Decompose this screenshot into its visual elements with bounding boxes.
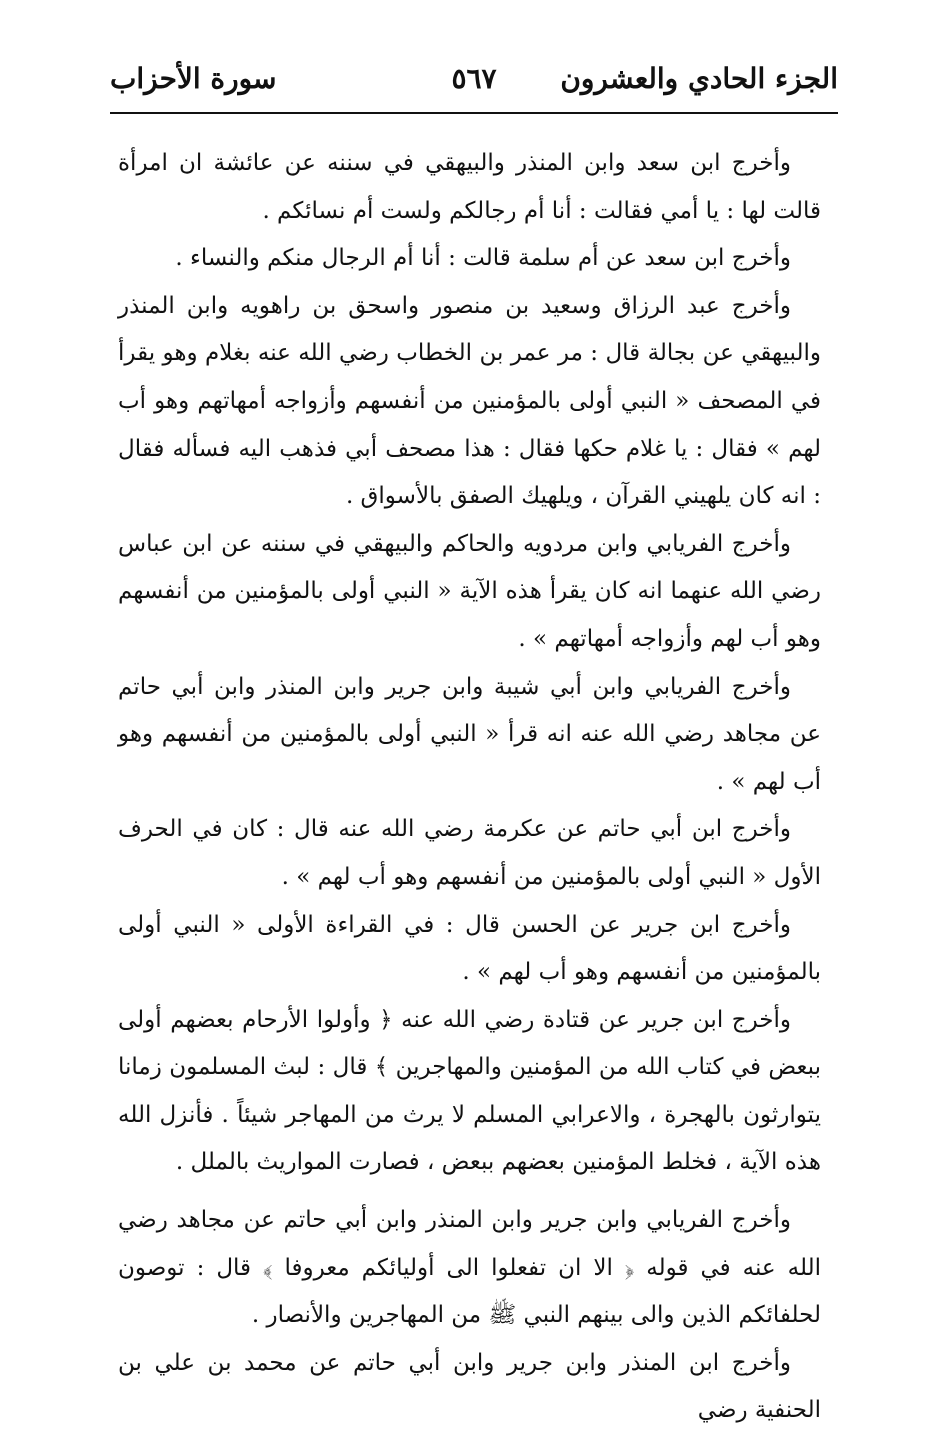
page-body — [118, 140, 821, 1435]
paragraph: وأخرج ابن جرير عن الحسن قال : في القراءة الأولى « النبي أولى بالمؤمنين من أنفسهم وهو أب لهم » . — [118, 911, 821, 986]
paragraph: وأخرج ابن سعد وابن المنذر والبيهقي في سننه عن عائشة ان امرأة قالت لها : يا أمي فقالت : أنا أم رجالكم ولست أم نسائكم . — [118, 150, 821, 224]
paragraph: وأخرج ابن جرير عن قتادة رضي الله عنه ﴿ وأولوا الأرحام بعضهم أولى ببعض في كتاب الله من المؤمنين والمهاجرين ﴾ قال : لبث المسلمون زمانا يتوارثون بالهجرة ، والاعرابي المسلم لا يرث من المهاجر شيئاً . فأنزل الله هذه الآية ، فخلط المؤمنين بعضهم ببعض ، فصارت المواريث بالملل . — [118, 1006, 821, 1176]
paragraph: وأخرج عبد الرزاق وسعيد بن منصور واسحق بن راهويه وابن المنذر والبيهقي عن بجالة قال : مر عمر بن الخطاب رضي الله عنه بغلام وهو يقرأ في المصحف « النبي أولى بالمؤمنين من أنفسهم وأزواجه أمهاتهم وهو أب لهم » فقال : يا غلام حكها فقال : هذا مصحف أبي فذهب اليه فسأله فقال : انه كان يلهيني القرآن ، ويلهيك الصفق بالأسواق . — [118, 292, 821, 510]
page-number: ٥٦٧ — [451, 62, 497, 95]
paragraph: وأخرج ابن أبي حاتم عن عكرمة رضي الله عنه قال : كان في الحرف الأول « النبي أولى بالمؤمنين من أنفسهم وهو أب لهم » . — [118, 816, 821, 890]
paragraph: وأخرج الفريابي وابن مردويه والحاكم والبيهقي في سننه عن ابن عباس رضي الله عنهما انه كان يقرأ هذه الآية « النبي أولى بالمؤمنين من أنفسهم وهو أب لهم وأزواجه أمهاتهم » . — [118, 530, 821, 652]
paragraph: وأخرج الفريابي وابن جرير وابن المنذر وابن أبي حاتم عن مجاهد رضي الله عنه في قوله ﴿ الا ان تفعلوا الى أوليائكم معروفا ﴾ قال : توصون لحلفائكم الذين والى بينهم النبي ﷺ من المهاجرين والأنصار . — [118, 1207, 821, 1329]
paragraph: وأخرج ابن المنذر وابن جرير وابن أبي حاتم عن محمد بن علي بن الحنفية رضي — [118, 1349, 821, 1424]
paragraph: وأخرج ابن سعد عن أم سلمة قالت : أنا أم الرجال منكم والنساء . — [175, 245, 791, 272]
part-title: الجزء الحادي والعشرون — [560, 62, 838, 95]
page-header — [110, 62, 838, 106]
surah-title: سورة الأحزاب — [110, 62, 277, 95]
paragraph: وأخرج الفريابي وابن أبي شيبة وابن جرير وابن المنذر وابن أبي حاتم عن مجاهد رضي الله عنه انه قرأ « النبي أولى بالمؤمنين من أنفسهم وهو أب لهم » . — [118, 673, 821, 795]
header-divider — [110, 112, 838, 114]
